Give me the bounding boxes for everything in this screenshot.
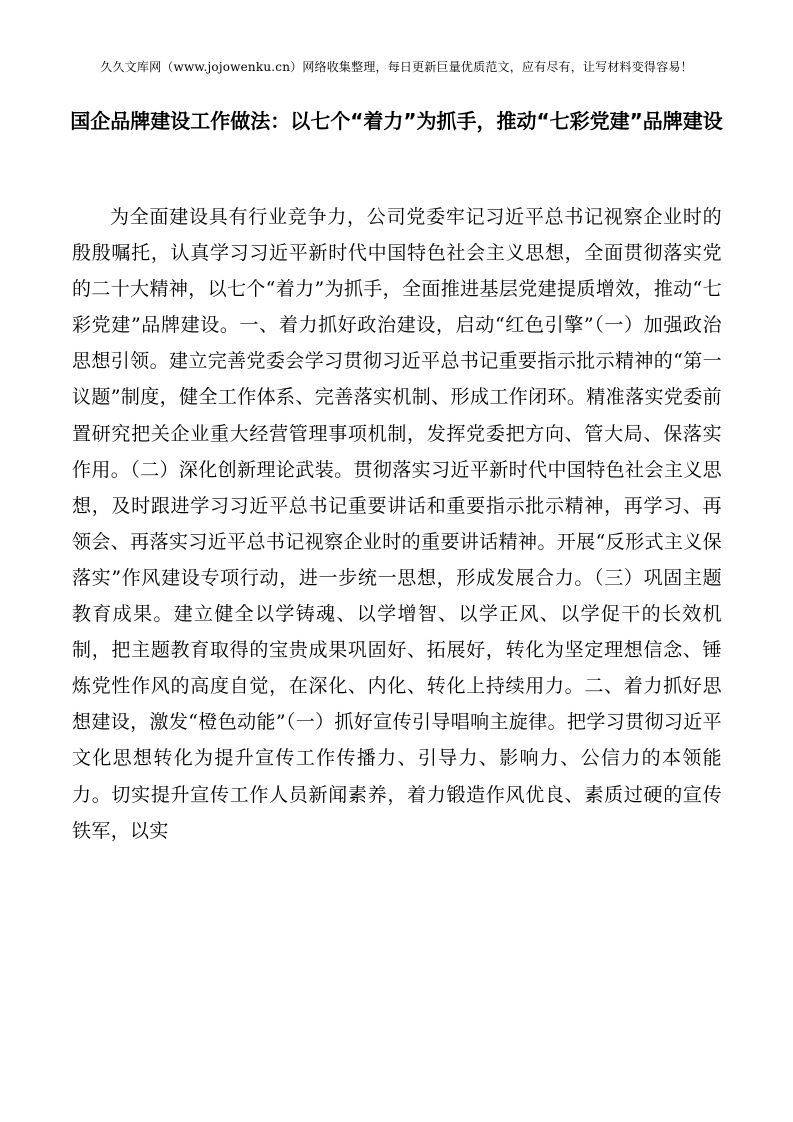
source-header-note: 久久文库网（www.jojowenku.cn）网络收集整理，每日更新巨量优质范文，应有尽有，让写材料变得容易！ (100, 60, 693, 74)
document-title: 国企品牌建设工作做法：以七个“着力”为抓手，推动“七彩党建”品牌建设 (70, 109, 723, 133)
document-body-paragraph: 为全面建设具有行业竞争力，公司党委牢记习近平总书记视察企业时的殷殷嘱托，认真学习习近平新时代中国特色社会主义思想，全面贯彻落实党的二十大精神，以七个“着力”为抓手，全面推进基层党建提质增效，推动“七彩党建”品牌建设。一、着力抓好政治建设，启动“红色引擎”（一）加强政治思想引领。建立完善党委会学习贯彻习近平总书记重要指示批示精神的“第一议题”制度，健全工作体系、完善落实机制、形成工作闭环。精准落实党委前置研究把关企业重大经营管理事项机制，发挥党委把方向、管大局、保落实作用。（二）深化创新理论武装。贯彻落实习近平新时代中国特色社会主义思想，及时跟进学习习近平总书记重要讲话和重要指示批示精神，再学习、再领会、再落实习近平总书记视察企业时的重要讲话精神。开展“反形式主义保落实”作风建设专项行动，进一步统一思想，形成发展合力。（三）巩固主题教育成果。建立健全以学铸魂、以学增智、以学正风、以学促干的长效机制，把主题教育取得的宝贵成果巩固好、拓展好，转化为坚定理想信念、锤炼党性作风的高度自觉，在深化、内化、转化上持续用力。二、着力抓好思想建设，激发“橙色动能”（一）抓好宣传引导唱响主旋律。把学习贯彻习近平文化思想转化为提升宣传工作传播力、引导力、影响力、公信力的本领能力。切实提升宣传工作人员新闻素养，着力锻造作风优良、素质过硬的宣传铁军，以实 (72, 206, 722, 842)
